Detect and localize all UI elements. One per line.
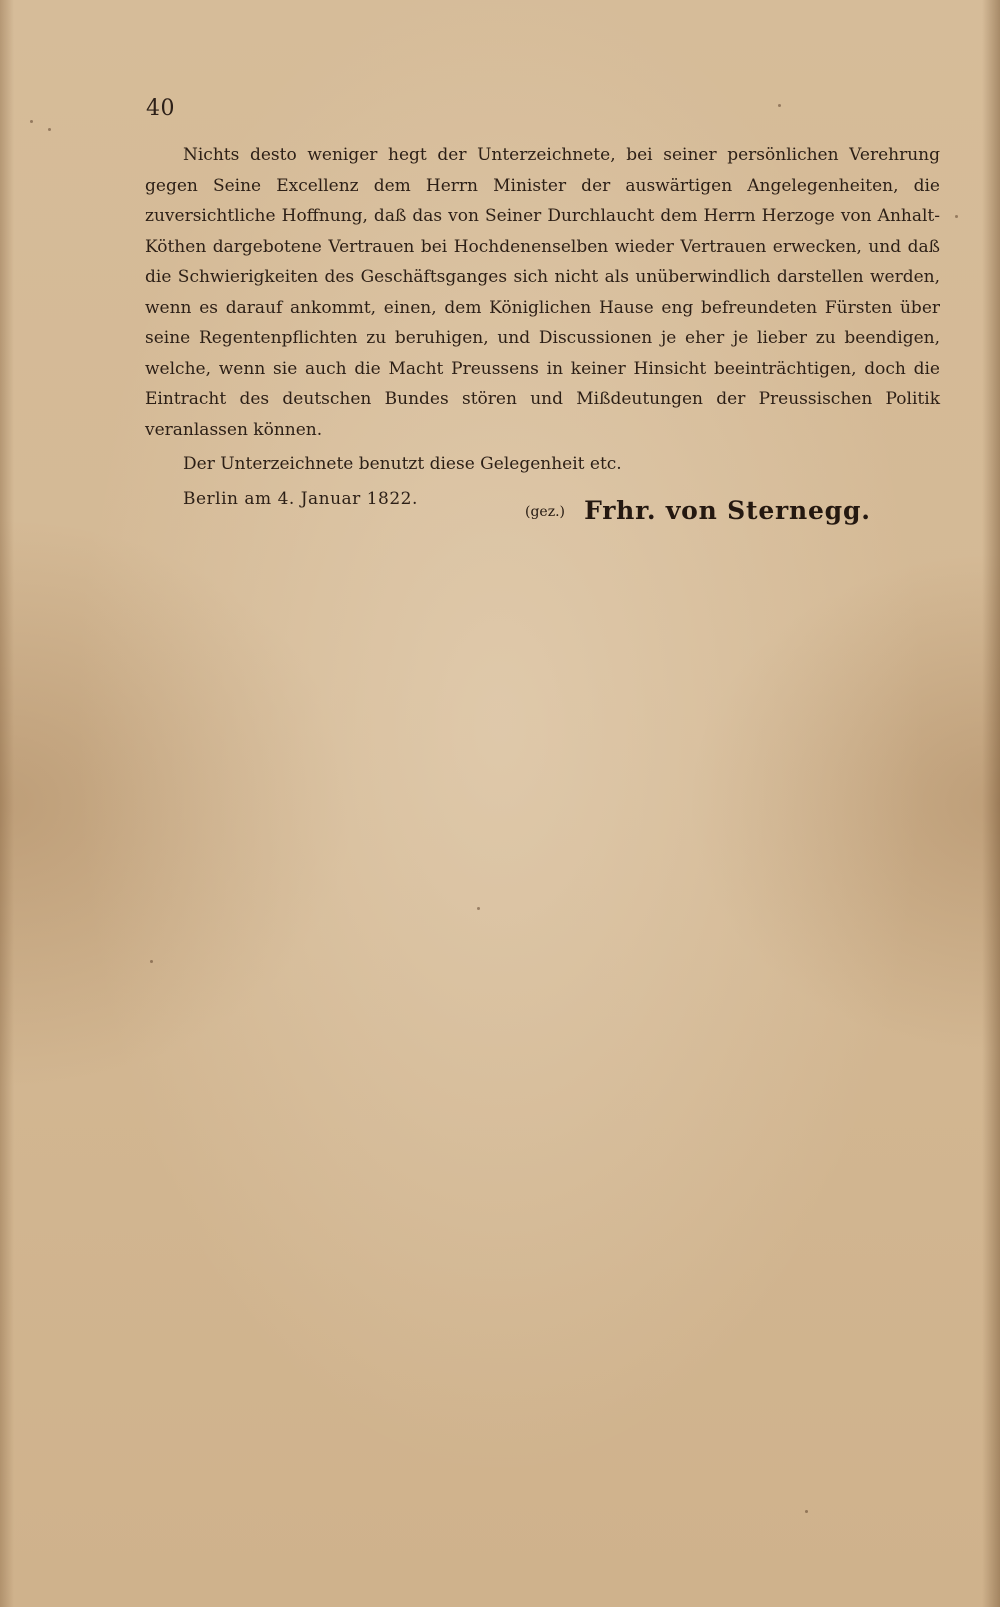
signature-name: Frhr. von Sternegg.	[584, 496, 871, 525]
signature-prefix: (gez.)	[525, 504, 565, 520]
signature-block	[525, 496, 871, 525]
paper-speck	[477, 907, 480, 910]
paper-speck	[955, 215, 958, 218]
page-edge-shadow-right	[982, 0, 1000, 1607]
page-number: 40	[146, 96, 175, 121]
paper-speck	[805, 1510, 808, 1513]
closing-line: Der Unterzeichnete benutzt diese Gelegenheit etc.	[183, 454, 622, 474]
place-and-date: Berlin am 4. Januar 1822.	[183, 488, 418, 509]
paper-speck	[48, 128, 51, 131]
paper-speck	[30, 120, 33, 123]
main-paragraph: Nichts desto weniger hegt der Unterzeichnete, bei seiner persönlichen Verehrung gegen Seine Excellenz dem Herrn Minister der auswärtigen Angelegenheiten, die zuversichtliche Hoffnung, daß das von Seiner Durchlaucht dem Herrn Herzoge von Anhalt-Köthen dargebotene Vertrauen bei Hochdenenselben wieder Vertrauen erwecken, und daß die Schwierigkeiten des Geschäftsganges sich nicht als unüberwindlich darstellen werden, wenn es darauf ankommt, einen, dem Königlichen Hause eng befreundeten Fürsten über seine Regentenpflichten zu beruhigen, und Discussionen je eher je lieber zu beendigen, welche, wenn sie auch die Macht Preussens in keiner Hinsicht beeinträchtigen, doch die Eintracht des deutschen Bundes stören und Mißdeutungen der Preussischen Politik veranlassen können.	[145, 145, 940, 440]
letter-body	[145, 140, 940, 514]
paper-speck	[778, 104, 781, 107]
page-edge-shadow-left	[0, 0, 14, 1607]
paper-speck	[150, 960, 153, 963]
